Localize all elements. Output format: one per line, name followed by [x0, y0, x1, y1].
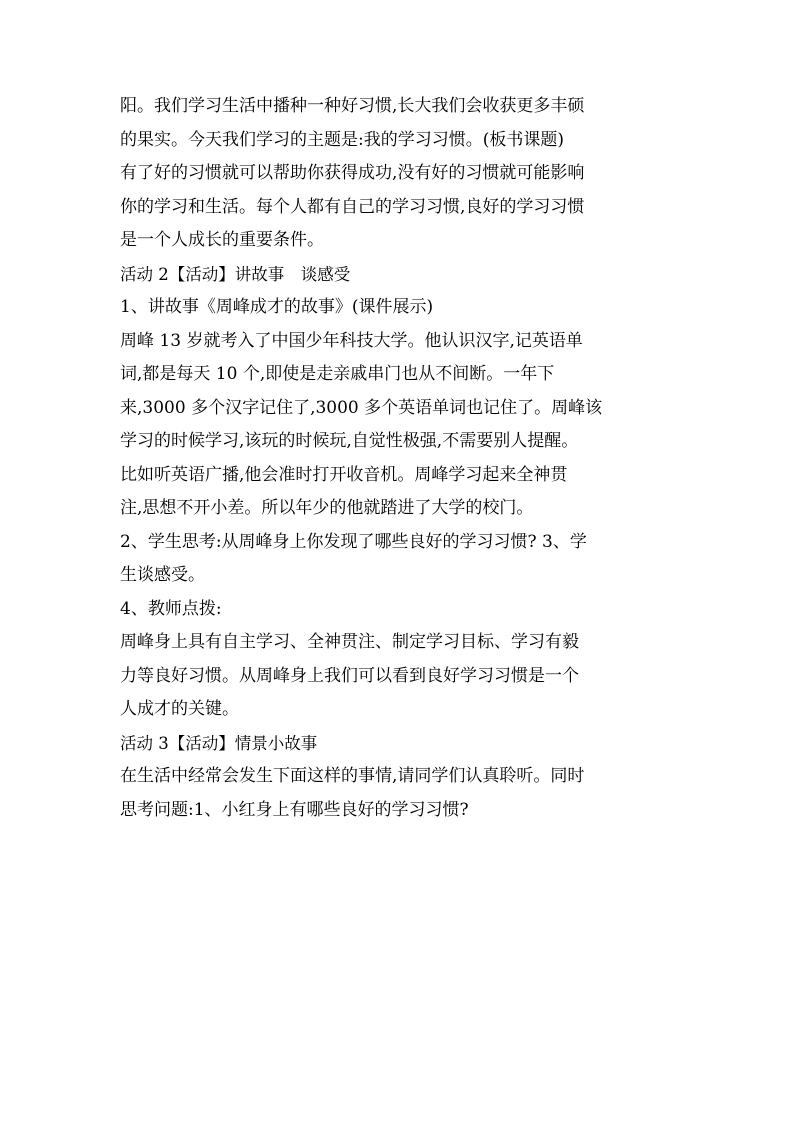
text-line: 来,3000 多个汉字记住了,3000 多个英语单词也记住了。周峰该	[120, 397, 603, 418]
text-line: 人成才的关键。	[120, 699, 239, 719]
text-line: 周峰身上具有自主学习、全神贯注、制定学习目标、学习有毅	[120, 632, 579, 652]
text-line: 2、学生思考:从周峰身上你发现了哪些良好的学习习惯? 3、学	[120, 531, 587, 552]
text-line: 词,都是每天 10 个,即使是走亲戚串门也从不间断。一年下	[120, 364, 555, 384]
text-line: 阳。我们学习生活中播种一种好习惯,长大我们会收获更多丰硕	[120, 96, 585, 116]
text-line: 生谈感受。	[120, 565, 205, 585]
activity-heading: 活动 3【活动】情景小故事	[120, 733, 318, 753]
text-line: 注,思想不开小差。所以年少的他就踏进了大学的校门。	[120, 498, 534, 518]
text-line: 是一个人成长的重要条件。	[120, 230, 324, 250]
document-body	[120, 90, 680, 827]
text-line: 思考问题:1、小红身上有哪些良好的学习习惯?	[120, 799, 469, 820]
text-line: 力等良好习惯。从周峰身上我们可以看到良好学习习惯是一个	[120, 665, 579, 686]
text-line: 学习的时候学习,该玩的时候玩,自觉性极强,不需要别人提醒。	[120, 431, 579, 451]
section-heading: 1、讲故事《周峰成才的故事》(课件展示)	[120, 297, 434, 317]
text-line: 有了好的习惯就可以帮助你获得成功,没有好的习惯就可能影响	[120, 163, 585, 183]
section-heading: 4、教师点拨:	[120, 598, 222, 619]
activity-heading: 活动 2【活动】讲故事 谈感受	[120, 264, 351, 284]
text-line: 在生活中经常会发生下面这样的事情,请同学们认真聆听。同时	[120, 766, 585, 786]
text-line: 你的学习和生活。每个人都有自己的学习习惯,良好的学习习惯	[120, 196, 585, 217]
text-line: 比如听英语广播,他会准时打开收音机。周峰学习起来全神贯	[120, 464, 568, 485]
text-line: 周峰 13 岁就考入了中国少年科技大学。他认识汉字,记英语单	[120, 330, 583, 351]
text-line: 的果实。今天我们学习的主题是:我的学习习惯。(板书课题)	[120, 129, 564, 150]
